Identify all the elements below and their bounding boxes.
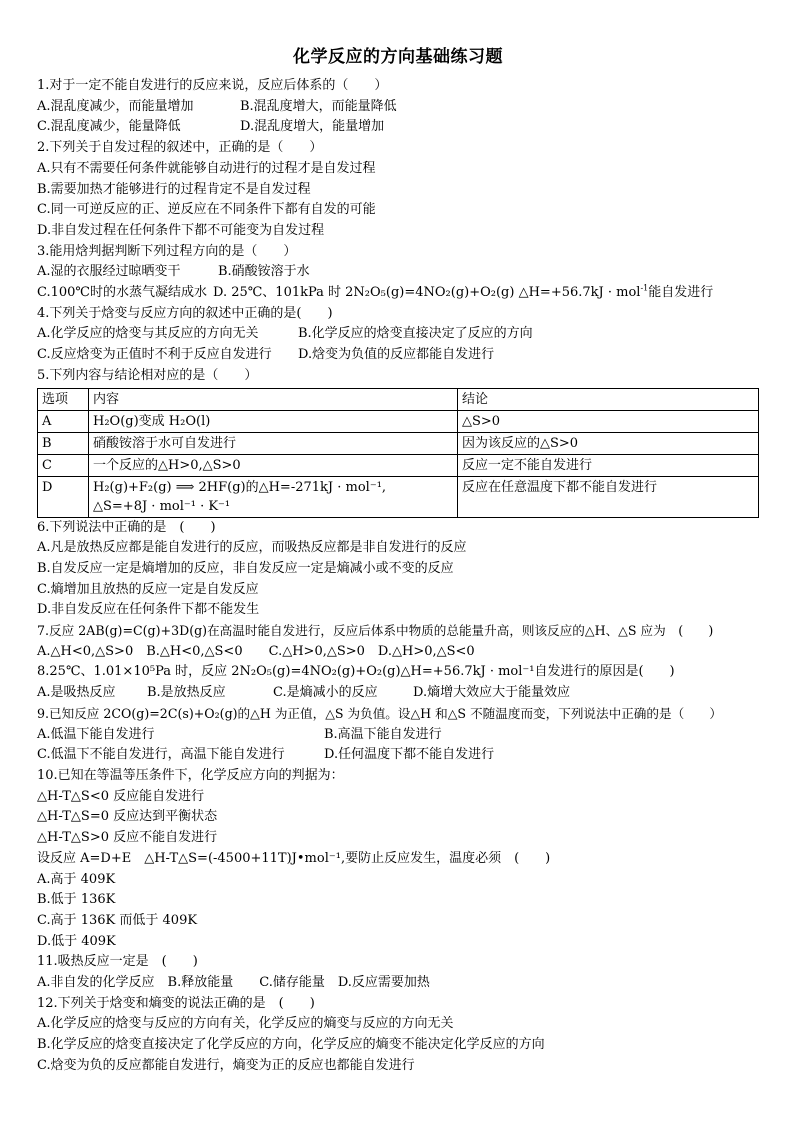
option-9b: B.高温下能自发进行 bbox=[324, 726, 442, 742]
table-cell-conclusion: 反应一定不能自发进行 bbox=[458, 454, 759, 476]
option-1a: A.混乱度减少，而能量增加 bbox=[37, 98, 194, 114]
table-cell-conclusion: 因为该反应的△S>0 bbox=[458, 432, 759, 454]
option-8a: A.是吸热反应 bbox=[37, 685, 116, 701]
table-row bbox=[38, 454, 759, 476]
table-header-conclusion: 结论 bbox=[458, 388, 759, 410]
option-6b: B.自发反应一定是熵增加的反应，非自发反应一定是熵减小或不变的反应 bbox=[37, 560, 454, 576]
table-cell-option: A bbox=[38, 410, 89, 432]
option-3c: C.100℃时的水蒸气凝结成水 bbox=[37, 285, 207, 301]
question-9-stem: 9.已知反应 2CO(g)=2C(s)+O₂(g)的△H 为正值，△S 为负值。设△H 和△S 不随温度而变，下列说法中正确的是（ ） bbox=[37, 705, 722, 721]
table-row bbox=[38, 432, 759, 454]
question-4-stem: 4.下列关于焓变与反应方向的叙述中正确的是( ) bbox=[37, 305, 333, 321]
question-4-options-cd bbox=[37, 345, 759, 366]
question-3-options-ab bbox=[37, 262, 759, 283]
option-4d: D.焓变为负值的反应都能自发进行 bbox=[298, 347, 495, 363]
table-cell-content-line2: △S=+8J · mol⁻¹ · K⁻¹ bbox=[93, 498, 231, 514]
option-9a: A.低温下能自发进行 bbox=[37, 726, 155, 742]
option-8d: D.熵增大效应大于能量效应 bbox=[413, 685, 571, 701]
option-3b: B.硝酸铵溶于水 bbox=[218, 264, 310, 280]
question-10-stem: 10.已知在等温等压条件下，化学反应方向的判据为： bbox=[37, 767, 344, 783]
option-4c: C.反应焓变为正值时不利于反应自发进行 bbox=[37, 347, 272, 363]
table-cell-option: D bbox=[38, 476, 89, 517]
question-3-options-cd bbox=[37, 283, 759, 304]
option-10c: C.高于 136K 而低于 409K bbox=[37, 912, 198, 928]
question-10-condition: 设反应 A=D+E △H-T△S=(-4500+11T)J•mol⁻¹,要防止反应发生，温度必须 ( ) bbox=[37, 850, 551, 866]
table-row bbox=[38, 410, 759, 432]
question-7-stem: 7.反应 2AB(g)=C(g)+3D(g)在高温时能自发进行，反应后体系中物质的总能量升高，则该反应的△H、△S 应为 ( ) bbox=[37, 623, 714, 639]
table-cell-option: C bbox=[38, 454, 89, 476]
question-6-stem: 6.下列说法中正确的是 ( ) bbox=[37, 519, 216, 535]
question-12-stem: 12.下列关于焓变和熵变的说法正确的是 ( ) bbox=[37, 995, 315, 1011]
option-3d bbox=[213, 283, 713, 304]
question-11-stem: 11.吸热反应一定是 ( ) bbox=[37, 954, 198, 970]
option-8b: B.是放热反应 bbox=[147, 685, 226, 701]
option-1d: D.混乱度增大，能量增加 bbox=[240, 119, 385, 135]
question-1-options-cd bbox=[37, 117, 759, 138]
table-header-content: 内容 bbox=[89, 388, 458, 410]
option-10d: D.低于 409K bbox=[37, 933, 116, 949]
question-5-stem: 5.下列内容与结论相对应的是（ ） bbox=[37, 367, 258, 383]
options-table bbox=[37, 388, 759, 518]
table-cell-content: 硝酸铵溶于水可自发进行 bbox=[89, 432, 458, 454]
option-4a: A.化学反应的焓变与其反应的方向无关 bbox=[37, 326, 259, 342]
worksheet-page bbox=[37, 44, 759, 1077]
option-10b: B.低于 136K bbox=[37, 892, 116, 908]
option-12b: B.化学反应的焓变直接决定了化学反应的方向，化学反应的熵变不能决定化学反应的方向 bbox=[37, 1037, 545, 1053]
question-2-stem: 2.下列关于自发过程的叙述中，正确的是（ ） bbox=[37, 140, 323, 156]
option-3d-sup: -1 bbox=[640, 283, 649, 293]
question-3-stem: 3.能用焓判据判断下列过程方向的是（ ） bbox=[37, 243, 297, 259]
criterion-line-2: △H-T△S=0 反应达到平衡状态 bbox=[37, 809, 218, 825]
option-2d: D.非自发过程在任何条件下都不可能变为自发过程 bbox=[37, 222, 325, 238]
option-9c: C.低温下不能自发进行，高温下能自发进行 bbox=[37, 747, 285, 763]
option-12a: A.化学反应的焓变与反应的方向有关，化学反应的熵变与反应的方向无关 bbox=[37, 1016, 454, 1032]
table-row bbox=[38, 476, 759, 517]
option-3a: A.湿的衣服经过晾晒变干 bbox=[37, 264, 181, 280]
question-11-options: A.非自发的化学反应 B.释放能量 C.储存能量 D.反应需要加热 bbox=[37, 975, 430, 991]
option-10a: A.高于 409K bbox=[37, 871, 116, 887]
criterion-line-3: △H-T△S>0 反应不能自发进行 bbox=[37, 830, 218, 846]
question-9-options-cd bbox=[37, 745, 759, 766]
question-1-options-ab bbox=[37, 97, 759, 118]
question-8-stem: 8.25℃、1.01×10⁵Pa 时，反应 2N₂O₅(g)=4NO₂(g)+O₂(g)△H=+56.7kJ · mol⁻¹自发进行的原因是( ) bbox=[37, 664, 675, 680]
option-3d-tail: 能自发进行 bbox=[648, 285, 714, 301]
option-6c: C.熵增加且放热的反应一定是自发反应 bbox=[37, 581, 259, 597]
table-cell-content: H₂O(g)变成 H₂O(l) bbox=[89, 410, 458, 432]
option-3d-text: D. 25℃、101kPa 时 2N₂O₅(g)=4NO₂(g)+O₂(g) △H=+56.7kJ · mol bbox=[212, 285, 641, 301]
table-cell-option: B bbox=[38, 432, 89, 454]
option-12c: C.焓变为负的反应都能自发进行，熵变为正的反应也都能自发进行 bbox=[37, 1057, 415, 1073]
question-1-stem: 1.对于一定不能自发进行的反应来说，反应后体系的（ ） bbox=[37, 78, 388, 93]
question-7-options: A.△H<0,△S>0 B.△H<0,△S<0 C.△H>0,△S>0 D.△H>0,△S<0 bbox=[37, 643, 475, 659]
table-header-option: 选项 bbox=[38, 388, 89, 410]
option-2a: A.只有不需要任何条件就能够自动进行的过程才是自发过程 bbox=[37, 160, 376, 176]
option-9d: D.任何温度下都不能自发进行 bbox=[324, 747, 495, 763]
page-title: 化学反应的方向基础练习题 bbox=[293, 47, 503, 67]
table-cell-content bbox=[89, 476, 458, 517]
option-1b: B.混乱度增大，而能量降低 bbox=[240, 98, 397, 114]
option-1c: C.混乱度减少，能量降低 bbox=[37, 119, 181, 135]
option-4b: B.化学反应的焓变直接决定了反应的方向 bbox=[298, 326, 533, 342]
option-2c: C.同一可逆反应的正、逆反应在不同条件下都有自发的可能 bbox=[37, 202, 376, 218]
table-cell-conclusion: 反应在任意温度下都不能自发进行 bbox=[458, 476, 759, 517]
table-cell-conclusion: △S>0 bbox=[458, 410, 759, 432]
table-header-row bbox=[38, 388, 759, 410]
table-cell-content-line1: H₂(g)+F₂(g) ⟹ 2HF(g)的△H=-271kJ · mol⁻¹, bbox=[93, 479, 387, 495]
option-8c: C.是熵减小的反应 bbox=[273, 685, 378, 701]
question-4-options-ab bbox=[37, 324, 759, 345]
criterion-line-1: △H-T△S<0 反应能自发进行 bbox=[37, 788, 205, 804]
option-6d: D.非自发反应在任何条件下都不能发生 bbox=[37, 602, 260, 618]
option-6a: A.凡是放热反应都是能自发进行的反应，而吸热反应都是非自发进行的反应 bbox=[37, 540, 467, 556]
question-8-options bbox=[37, 683, 759, 704]
table-cell-content: 一个反应的△H>0,△S>0 bbox=[89, 454, 458, 476]
question-9-options-ab bbox=[37, 725, 759, 746]
option-2b: B.需要加热才能够进行的过程肯定不是自发过程 bbox=[37, 181, 311, 197]
